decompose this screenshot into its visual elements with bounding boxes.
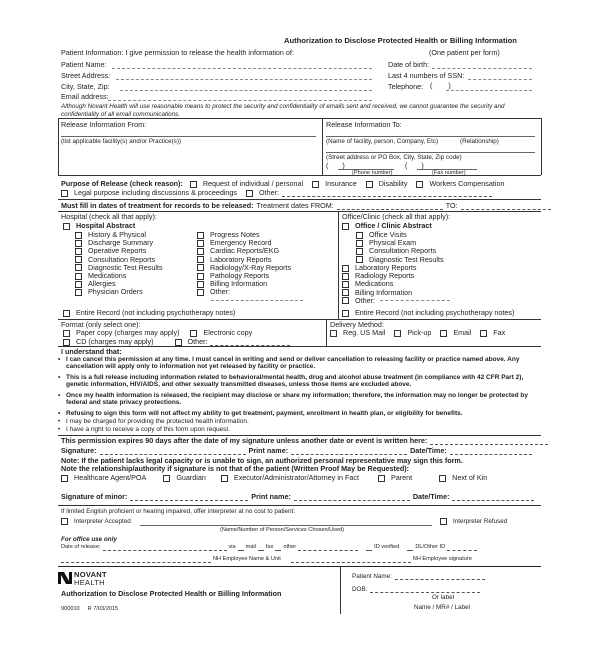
other-label[interactable]: other — [283, 544, 297, 551]
office-use-heading: For office use only — [61, 536, 117, 543]
hospital-diagnostic-test-results-label: Diagnostic Test Results — [88, 262, 163, 272]
relationship-sub: (Relationship) — [460, 138, 499, 145]
footer-dob — [352, 586, 480, 593]
office-billing-information-checkbox[interactable] — [342, 289, 349, 296]
print-name-field[interactable] — [291, 448, 407, 455]
hospital-billing-information — [197, 280, 267, 288]
hospital-history-physical-checkbox[interactable] — [75, 232, 82, 239]
hospital-laboratory-reports-checkbox[interactable] — [197, 256, 204, 263]
office-consultation-reports-checkbox[interactable] — [356, 248, 363, 255]
purpose-other-label: Other: — [259, 188, 280, 197]
footer-patient-name-label: Patient Name: — [352, 573, 392, 580]
purpose-personal-checkbox[interactable] — [190, 181, 197, 188]
release-to-address-sub: (Street address or PO Box, City, State, Zip code) — [326, 154, 462, 161]
delivery-email-checkbox[interactable] — [440, 330, 447, 337]
format-paper-checkbox[interactable] — [63, 330, 70, 337]
interpreter-sub: (Name/Number of Person/Services Chosen/Used) — [220, 527, 345, 533]
office-laboratory-reports-label: Laboratory Reports — [355, 263, 417, 272]
employee-sig-label: NH Employee signature — [412, 556, 472, 563]
dates-to-label: TO: — [445, 201, 458, 210]
employee-name-field[interactable] — [61, 556, 211, 563]
format-cd-checkbox[interactable] — [63, 339, 70, 346]
expires-field[interactable] — [430, 438, 548, 445]
signature-row — [61, 447, 532, 455]
rel-parent-checkbox[interactable] — [378, 475, 385, 482]
expires-text: This permission expires 90 days after the date of my signature unless another date or event is written here: — [61, 436, 428, 445]
understand-bullet-4: • Refusing to sign this form will not affect my ability to get treatment, payment, enrollment in health plan, or eligibility for benefits. — [66, 410, 536, 417]
email-field[interactable] — [108, 100, 372, 101]
delivery-fax-checkbox[interactable] — [480, 330, 487, 337]
hospital-physician-orders — [75, 288, 143, 296]
dates-label: Must fill in dates of treatment for records to be released: — [61, 201, 254, 210]
other-field[interactable] — [298, 544, 358, 551]
hospital-progress-notes-checkbox[interactable] — [197, 232, 204, 239]
print-name-label: Print name: — [248, 446, 289, 455]
minor-signature-label: Signature of minor: — [61, 492, 128, 501]
rel-poa-label: Healthcare Agent/POA — [74, 473, 147, 482]
delivery-options — [330, 329, 505, 337]
office-consultation-reports-label: Consultation Reports — [369, 246, 437, 256]
format-heading: Format (only select one): — [61, 320, 141, 329]
phone-sub: (Phone number) — [352, 170, 393, 176]
footer-dob-label: DOB: — [352, 586, 368, 593]
interpreter-accepted-checkbox[interactable] — [61, 518, 68, 525]
office-billing-information-label: Billing Information — [355, 287, 413, 297]
purpose-disability-checkbox[interactable] — [366, 181, 373, 188]
footer-patient-name-field[interactable] — [395, 573, 485, 580]
date-time-label: Date/Time: — [410, 446, 447, 455]
minor-signature-row — [61, 493, 534, 501]
purpose-legal-checkbox[interactable] — [61, 190, 68, 197]
id-verified-label[interactable]: ID verified — [374, 544, 400, 551]
rel-kin-checkbox[interactable] — [439, 475, 446, 482]
hospital-pathology-reports-checkbox[interactable] — [197, 273, 204, 280]
employee-sig-field[interactable] — [291, 556, 411, 563]
hospital-diagnostic-test-results-checkbox[interactable] — [75, 264, 82, 271]
patient-info-heading: Patient Information: I give permission to release the health information of: — [61, 48, 294, 57]
office-laboratory-reports-checkbox[interactable] — [342, 265, 349, 272]
release-from-field[interactable] — [61, 136, 316, 137]
hospital-operative-reports-checkbox[interactable] — [75, 248, 82, 255]
release-to-heading: Release Information To: — [326, 120, 402, 129]
name-mr-label: Name / MR# / Label — [414, 604, 470, 611]
hospital-other-label: Other: — [210, 287, 230, 297]
interpreter-note: If limited English proficient or hearing impaired, offer interpreter at no cost to patient: — [61, 508, 296, 515]
delivery-heading: Delivery Method: — [330, 320, 384, 329]
dob-label: Date of birth: — [388, 60, 430, 69]
capacity-note: Note: If the patient lacks legal capacity or is unable to sign, an authorized personal representative may sign this form. — [61, 456, 463, 465]
employee-name-label: NH Employee Name & Unit — [213, 556, 281, 563]
rel-poa-checkbox[interactable] — [61, 475, 68, 482]
office-use-row-1 — [61, 544, 477, 551]
office-office-visits-label: Office Visits — [369, 230, 407, 239]
hospital-cardiac-reports-ekg-checkbox[interactable] — [197, 248, 204, 255]
relationship-note: Note the relationship/authority if signature is not that of the patient (Written Proof May be Requested): — [61, 464, 410, 473]
rel-guardian-checkbox[interactable] — [163, 475, 170, 482]
hospital-discharge-summary-checkbox[interactable] — [75, 240, 82, 247]
release-from-sub: (list applicable facility(s) and/or Practice(s)) — [61, 138, 182, 145]
understand-bullet-6: • I have a right to receive a copy of this form upon request. — [66, 426, 536, 433]
hospital-entire-label: Entire Record (not including psychotherapy notes) — [76, 308, 236, 317]
interpreter-refused — [440, 518, 507, 525]
office-entire-checkbox[interactable] — [342, 310, 349, 317]
dl-field[interactable] — [447, 544, 477, 551]
footer-patient-name — [352, 573, 485, 580]
form-revision: R 7/03/2015 — [87, 606, 119, 612]
footer-code-row — [61, 606, 118, 612]
ssn-label: Last 4 numbers of SSN: — [388, 71, 465, 80]
hospital-consultation-reports-label: Consultation Reports — [88, 254, 156, 264]
hospital-laboratory-reports-label: Laboratory Reports — [210, 254, 272, 264]
hospital-abstract-label: Hospital Abstract — [76, 221, 136, 230]
interpreter-name-field[interactable] — [140, 525, 432, 526]
delivery-pickup-checkbox[interactable] — [394, 330, 401, 337]
date-time2-label: Date/Time: — [412, 492, 450, 501]
footer-title: Authorization to Disclose Protected Health or Billing Information — [61, 589, 282, 598]
office-other — [342, 297, 375, 305]
hospital-allergies-checkbox[interactable] — [75, 281, 82, 288]
logo-text-top: NOVANT — [74, 570, 107, 579]
signature-field[interactable] — [100, 448, 246, 455]
hospital-emergency-record-label: Emergency Record — [210, 238, 272, 248]
office-medications-label: Medications — [355, 279, 394, 289]
understand-bullet-3: • Once my health information is released, the recipient may disclose or share my information; therefore, the information may no longer be protected by federal and state privacy protections. — [66, 392, 536, 407]
hospital-billing-information-checkbox[interactable] — [197, 281, 204, 288]
dates-from-field[interactable] — [337, 203, 443, 210]
hospital-history-physical-label: History & Physical — [88, 230, 146, 239]
purpose-row-2 — [61, 189, 492, 197]
rel-parent-label: Parent — [390, 473, 413, 482]
purpose-heading: Purpose of Release (check reason): — [61, 179, 183, 188]
rel-executor-label: Executor/Administrator/Attorney in Fact — [233, 473, 359, 482]
office-other-checkbox[interactable] — [342, 297, 349, 304]
hospital-operative-reports-label: Operative Reports — [88, 246, 147, 256]
hospital-entire-checkbox[interactable] — [63, 310, 70, 317]
street-address-field[interactable] — [116, 79, 372, 80]
print-name2-field[interactable] — [294, 494, 410, 501]
expires-row — [61, 437, 548, 445]
rel-guardian-label: Guardian — [176, 473, 206, 482]
hospital-radiology-x-ray-reports-label: Radiology/X-Ray Reports — [210, 262, 292, 272]
novant-logo-icon — [58, 571, 72, 585]
purpose-personal-label: Request of individual / personal — [202, 179, 304, 188]
delivery-mail-checkbox[interactable] — [330, 330, 337, 337]
release-box-bottom — [58, 175, 541, 176]
ssn-field[interactable] — [468, 79, 532, 80]
understand-bullet-1: • I can cancel this permission at any time. I must cancel in writing and send or deliver cancellation to releasing facility or practice named above. Any cancellation will apply only to information not yet released by facility or practice. — [66, 356, 536, 371]
purpose-insurance-checkbox[interactable] — [312, 181, 319, 188]
office-billing-information — [342, 289, 412, 297]
purpose-insurance-label: Insurance — [325, 179, 357, 188]
hospital-cardiac-reports-ekg-label: Cardiac Reports/EKG — [210, 246, 280, 256]
hospital-other — [197, 288, 230, 296]
date-time-field[interactable] — [450, 448, 532, 455]
form-code: 900010 — [61, 606, 80, 612]
city-state-zip-field[interactable] — [120, 90, 372, 91]
relationship-options — [61, 474, 487, 482]
purpose-workers-comp-label: Workers Compensation — [429, 179, 505, 188]
office-other-label: Other: — [355, 295, 375, 305]
release-from-heading: Release Information From: — [61, 120, 147, 129]
date-release-label: Date of release: — [61, 544, 101, 551]
office-use-row-2 — [61, 556, 472, 563]
fax-label[interactable]: fax — [265, 544, 274, 551]
dates-to-field[interactable] — [461, 203, 551, 210]
purpose-other-field[interactable] — [282, 190, 492, 197]
hospital-other-checkbox[interactable] — [197, 289, 204, 296]
delivery-email-label: Email — [453, 328, 472, 337]
hospital-billing-information-label: Billing Information — [210, 279, 268, 289]
release-box-top — [58, 118, 541, 119]
office-abstract-label: Office / Clinic Abstract — [355, 221, 432, 230]
hospital-physician-orders-label: Physician Orders — [88, 287, 143, 297]
dates-row — [61, 202, 551, 210]
footer-dob-field[interactable] — [370, 586, 480, 593]
interpreter-refused-label: Interpreter Refused — [453, 518, 508, 525]
purpose-workers-comp-checkbox[interactable] — [416, 181, 423, 188]
purpose-legal-label: Legal purpose including discussions & proceedings — [74, 188, 238, 197]
release-to-address-field[interactable] — [326, 152, 535, 153]
hospital-allergies-label: Allergies — [88, 279, 116, 289]
city-state-zip-label: City, State, Zip: — [61, 82, 110, 91]
one-patient-note: (One patient per form) — [429, 48, 500, 57]
hospital-other-field[interactable] — [211, 300, 303, 301]
office-radiology-reports-label: Radiology Reports — [355, 271, 415, 281]
understand-heading: I understand that: — [61, 347, 122, 356]
office-heading: Office/Clinic (check all that apply): — [342, 212, 451, 221]
logo-text-bottom: HEALTH — [74, 578, 105, 587]
hospital-emergency-record-checkbox[interactable] — [197, 240, 204, 247]
format-other-checkbox[interactable] — [175, 339, 182, 346]
office-medications-checkbox[interactable] — [342, 281, 349, 288]
signature-label: Signature: — [61, 446, 97, 455]
patient-name-field[interactable] — [112, 68, 372, 69]
purpose-disability-label: Disability — [378, 179, 408, 188]
format-cd-label: CD (charges may apply) — [76, 337, 154, 346]
office-entire-label: Entire Record (not including psychotherapy notes) — [355, 308, 515, 317]
hospital-progress-notes-label: Progress Notes — [210, 230, 260, 239]
office-diagnostic-test-results-label: Diagnostic Test Results — [369, 254, 444, 264]
interpreter-accepted-label: Interpreter Accepted — [74, 518, 131, 525]
hospital-radiology-x-ray-reports-checkbox[interactable] — [197, 264, 204, 271]
date-time2-field[interactable] — [452, 494, 534, 501]
format-other-label: Other: — [187, 337, 208, 346]
hospital-discharge-summary-label: Discharge Summary — [88, 238, 154, 248]
patient-name-label: Patient Name: — [61, 60, 107, 69]
email-disclaimer: Although Novant Health will use reasonable means to protect the security and confidentiality of emails sent and received, we cannot guarantee the security and confidentiality of all email communications. — [61, 103, 505, 118]
hospital-abstract-checkbox[interactable] — [63, 223, 70, 230]
understand-bullet-5: • I may be charged for providing the protected health information. — [66, 418, 536, 425]
dl-label[interactable]: DL/Other ID — [415, 544, 446, 551]
dates-from-label: Treatment dates FROM: — [256, 201, 334, 210]
hospital-medications-checkbox[interactable] — [75, 273, 82, 280]
office-entire-record — [342, 309, 514, 317]
mail-label[interactable]: mail — [245, 544, 256, 551]
street-address-label: Street Address: — [61, 71, 111, 80]
purpose-other-checkbox[interactable] — [246, 190, 253, 197]
delivery-fax-label: Fax — [493, 328, 506, 337]
interpreter-accepted — [61, 518, 131, 525]
print-name2-label: Print name: — [251, 492, 291, 501]
form-title: Authorization to Disclose Protected Health or Billing Information — [284, 36, 517, 45]
office-other-field[interactable] — [380, 300, 450, 301]
email-label: Email address: — [61, 92, 109, 101]
format-paper-label: Paper copy (charges may apply) — [76, 328, 180, 337]
office-physical-exam-checkbox[interactable] — [356, 240, 363, 247]
telephone-line — [446, 90, 532, 91]
telephone-field[interactable]: ( ) — [430, 81, 451, 90]
format-other-field[interactable] — [210, 339, 290, 346]
hospital-pathology-reports-label: Pathology Reports — [210, 271, 270, 280]
office-physical-exam-label: Physical Exam — [369, 238, 417, 248]
via-label: via — [228, 544, 236, 551]
office-abstract-checkbox[interactable] — [342, 223, 349, 230]
office-radiology-reports-checkbox[interactable] — [342, 273, 349, 280]
dob-field[interactable] — [432, 68, 532, 69]
telephone-label: Telephone: — [388, 82, 424, 91]
delivery-pickup-label: Pick-up — [407, 328, 432, 337]
release-to-name-sub: (Name of facility, person, Company, Etc) — [326, 138, 439, 145]
hospital-entire-record — [63, 309, 235, 317]
date-release-field[interactable] — [103, 544, 227, 551]
understand-bullet-2: • This is a full release including information related to behavioral/mental health, drug and alcohol abuse treatment (in compliance with 42 CFR Part 2), genetic information, HIV/AIDS, and other sexually transmitted diseases, unless those items are excluded above. — [66, 374, 536, 389]
interpreter-refused-checkbox[interactable] — [440, 518, 447, 525]
format-electronic-label: Electronic copy — [203, 328, 253, 337]
hospital-consultation-reports-checkbox[interactable] — [75, 256, 82, 263]
release-to-name-field[interactable] — [326, 136, 535, 137]
hospital-physician-orders-checkbox[interactable] — [75, 289, 82, 296]
rel-kin-label: Next of Kin — [452, 473, 488, 482]
hospital-heading: Hospital (check all that apply): — [61, 212, 157, 221]
delivery-mail-label: Reg. US Mail — [343, 328, 386, 337]
hospital-medications-label: Medications — [88, 271, 127, 280]
rel-executor-checkbox[interactable] — [221, 475, 228, 482]
minor-signature-field[interactable] — [130, 494, 248, 501]
office-office-visits-checkbox[interactable] — [356, 232, 363, 239]
fax-sub: (Fax number) — [432, 170, 466, 176]
format-electronic-checkbox[interactable] — [190, 330, 197, 337]
or-label: Or label — [432, 594, 455, 601]
